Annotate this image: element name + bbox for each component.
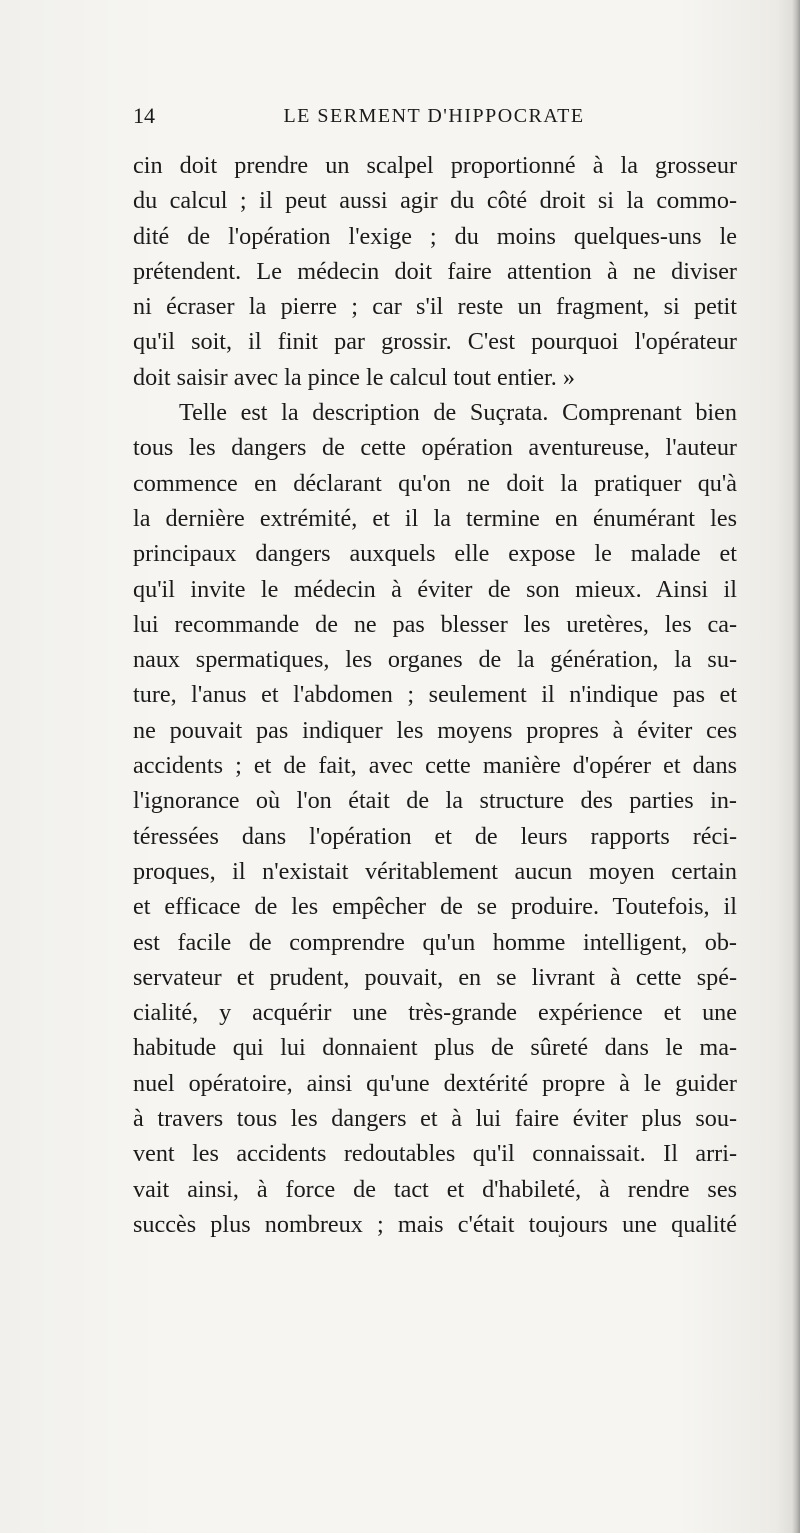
text-line: proques, il n'existait véritablement aucun moyen certain — [133, 857, 737, 885]
text-line: qu'il invite le médecin à éviter de son mieux. Ainsi il — [133, 575, 737, 603]
text-line: la dernière extrémité, et il la termine en énumérant les — [133, 504, 737, 532]
running-title: LE SERMENT D'HIPPOCRATE — [283, 105, 585, 127]
text-line: à travers tous les dangers et à lui faire éviter plus sou- — [133, 1105, 737, 1133]
text-line: tous les dangers de cette opération aventureuse, l'auteur — [133, 434, 737, 462]
text-line: habitude qui lui donnaient plus de sûreté dans le ma- — [133, 1034, 737, 1062]
text-line: succès plus nombreux ; mais c'était toujours une qualité — [133, 1210, 737, 1238]
text-line: téressées dans l'opération et de leurs rapports réci- — [133, 822, 737, 850]
text-line: Telle est la description de Suçrata. Comprenant bien — [179, 399, 737, 427]
text-line: doit saisir avec la pince le calcul tout entier. » — [133, 363, 575, 391]
text-line: principaux dangers auxquels elle expose le malade et — [133, 540, 737, 568]
text-line: commence en déclarant qu'on ne doit la pratiquer qu'à — [133, 469, 737, 497]
text-line: ture, l'anus et l'abdomen ; seulement il n'indique pas et — [133, 681, 737, 709]
text-line: et efficace de les empêcher de se produire. Toutefois, il — [133, 893, 737, 921]
text-line: vent les accidents redoutables qu'il connaissait. Il arri- — [133, 1140, 737, 1168]
text-line: ni écraser la pierre ; car s'il reste un fragment, si petit — [133, 293, 737, 321]
text-line: ne pouvait pas indiquer les moyens propres à éviter ces — [133, 716, 737, 744]
text-line: prétendent. Le médecin doit faire attention à ne diviser — [133, 257, 737, 285]
text-line: nuel opératoire, ainsi qu'une dextérité propre à le guider — [133, 1069, 737, 1097]
text-line: l'ignorance où l'on était de la structure des parties in- — [133, 787, 737, 815]
running-head — [133, 96, 735, 136]
text-line: est facile de comprendre qu'un homme intelligent, ob- — [133, 928, 737, 956]
text-line: vait ainsi, à force de tact et d'habileté, à rendre ses — [133, 1175, 737, 1203]
text-line: naux spermatiques, les organes de la génération, la su- — [133, 646, 737, 674]
text-line: dité de l'opération l'exige ; du moins quelques-uns le — [133, 222, 737, 250]
body-text — [133, 148, 737, 1242]
text-line: cialité, y acquérir une très-grande expérience et une — [133, 999, 737, 1027]
page-edge-shadow — [792, 0, 800, 1533]
page-number: 14 — [133, 103, 155, 128]
text-line: cin doit prendre un scalpel proportionné à la grosseur — [133, 152, 737, 179]
text-line: du calcul ; il peut aussi agir du côté droit si la commo- — [133, 187, 737, 215]
text-line: accidents ; et de fait, avec cette manière d'opérer et dans — [133, 752, 737, 780]
text-line: lui recommande de ne pas blesser les uretères, les ca- — [133, 610, 737, 638]
text-line: qu'il soit, il finit par grossir. C'est pourquoi l'opérateur — [133, 328, 737, 356]
text-line: servateur et prudent, pouvait, en se livrant à cette spé- — [133, 963, 737, 991]
